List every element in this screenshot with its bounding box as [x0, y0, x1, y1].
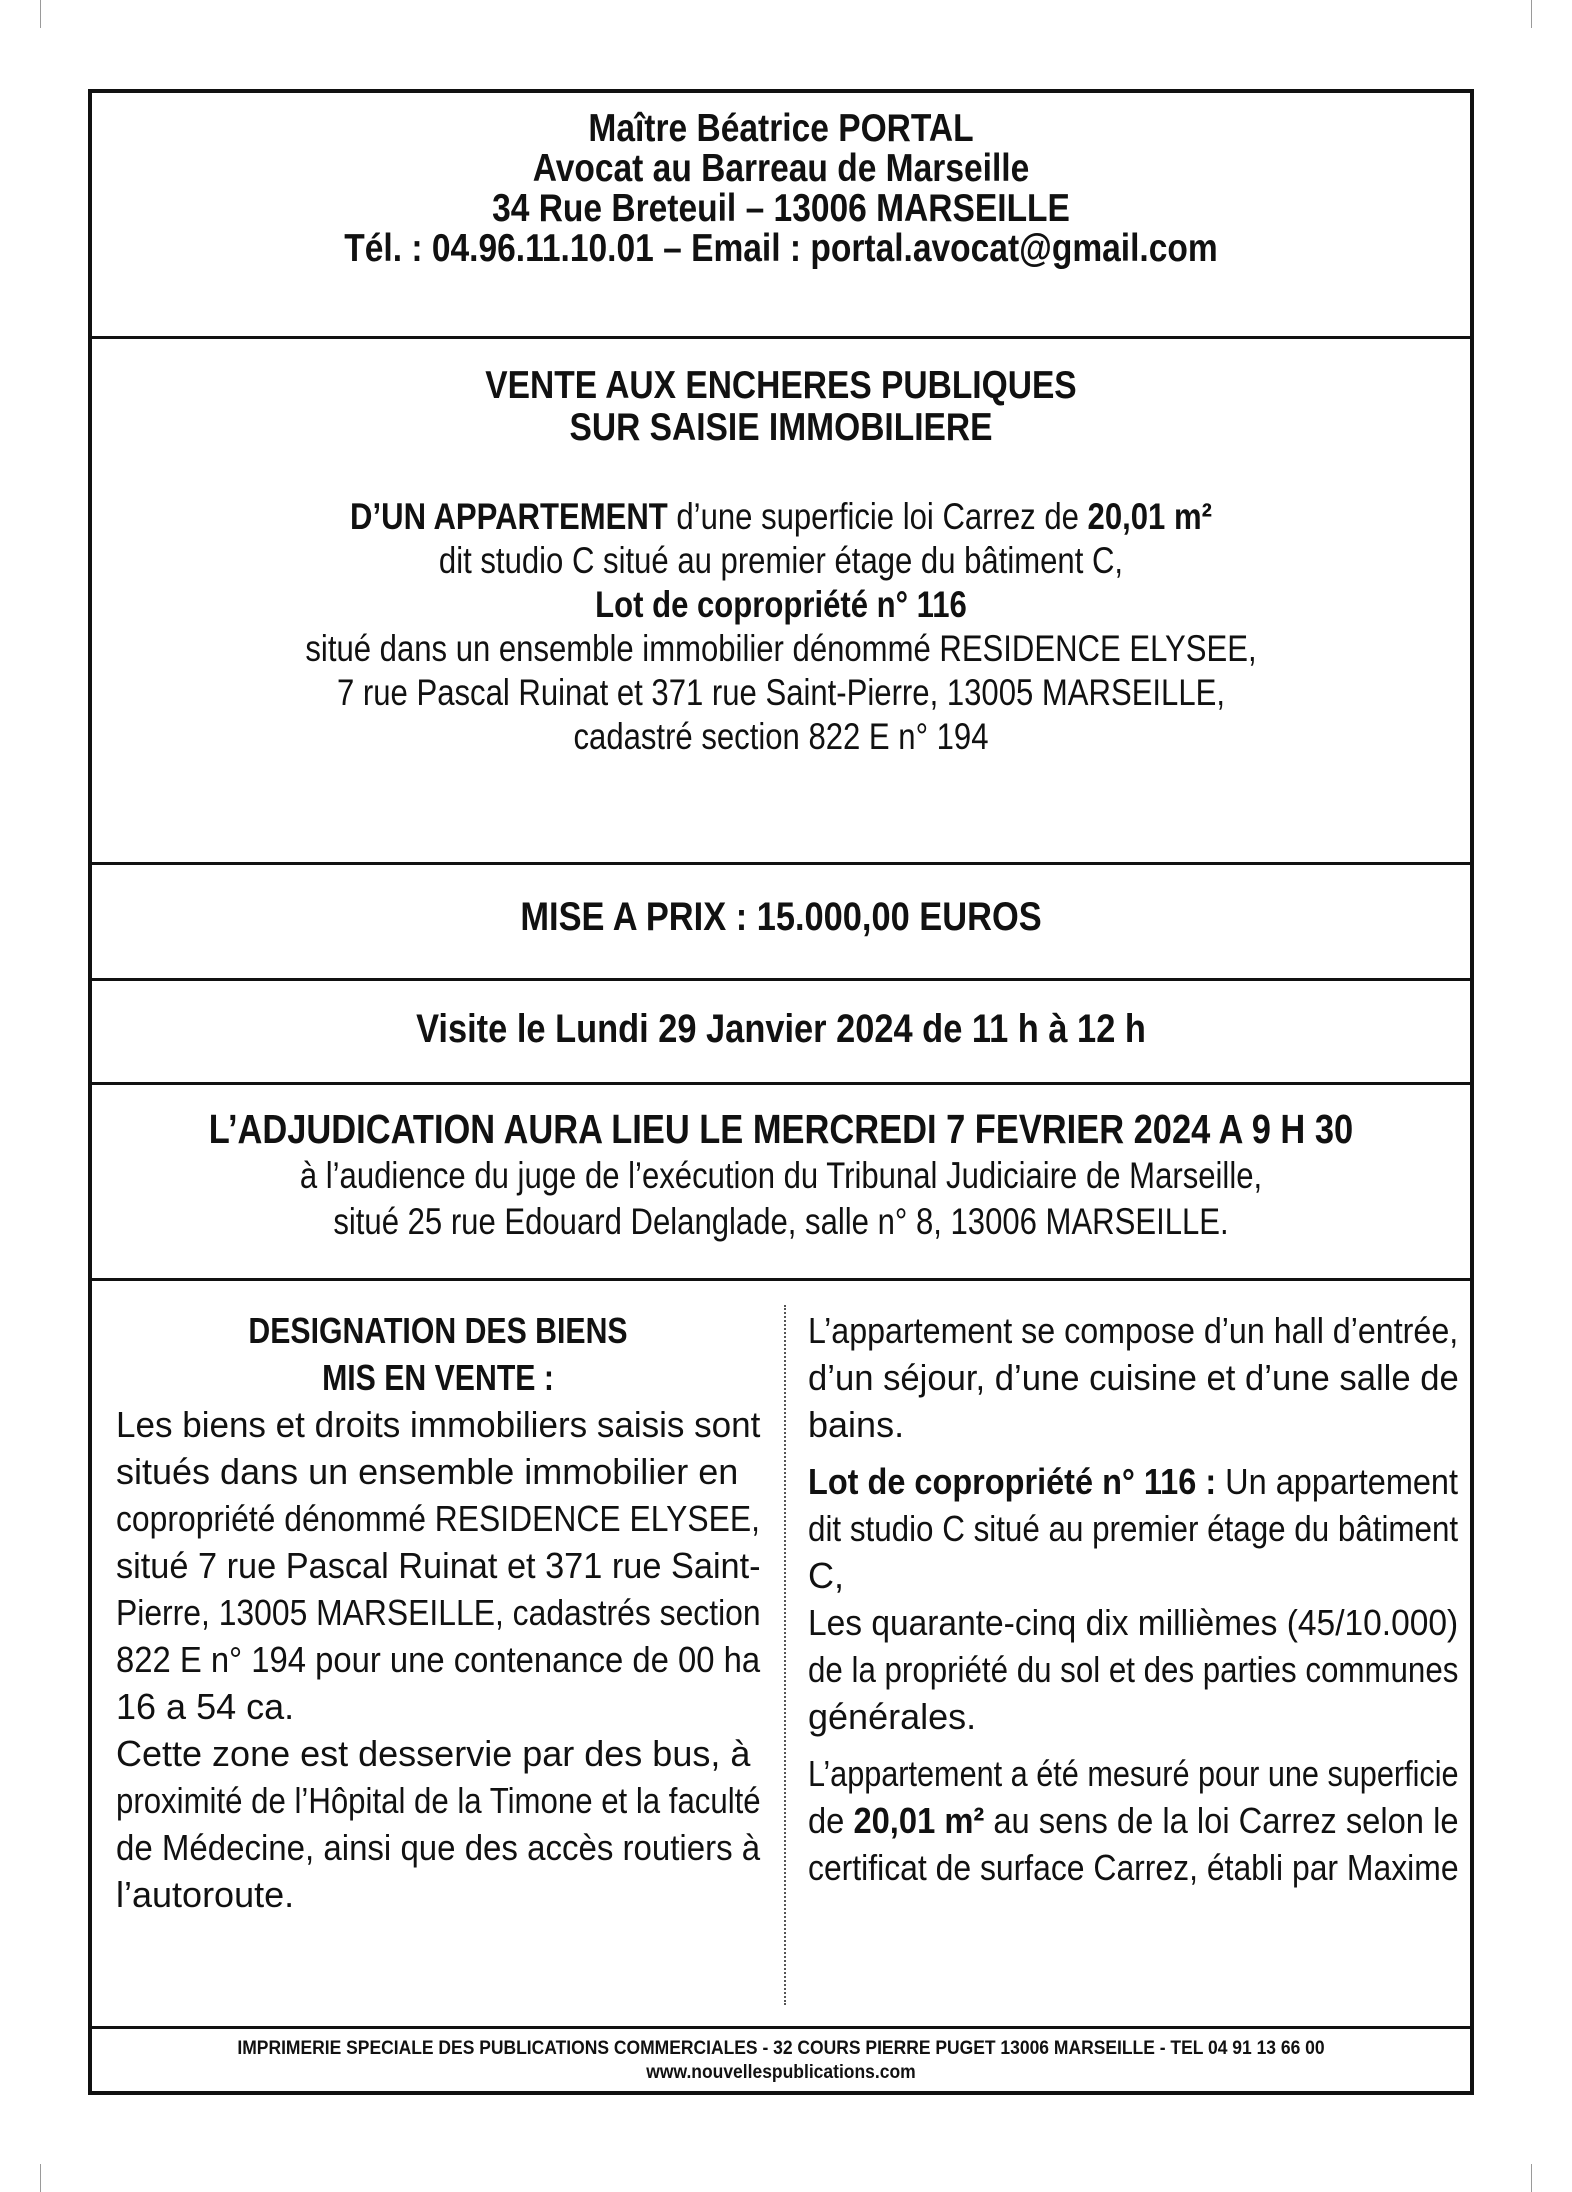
printer-footer — [92, 2029, 1470, 2095]
area-suffix: au sens de la loi Carrez selon le — [984, 1800, 1459, 1841]
lawyer-contact: Tél. : 04.96.11.10.01 – Email : portal.avocat@gmail.com — [344, 227, 1218, 270]
right-line: bains. — [808, 1404, 905, 1445]
price-text: MISE A PRIX : 15.000,00 EUROS — [520, 895, 1042, 939]
crop-mark-bottom-left — [40, 2164, 41, 2192]
visit-info — [92, 981, 1470, 1085]
adjudication-line-1: à l’audience du juge de l’exécution du Tribunal Judiciaire de Marseille, — [299, 1155, 1263, 1196]
adjudication-title: L’ADJUDICATION AURA LIEU LE MERCREDI 7 FEVRIER 2024 A 9 H 30 — [208, 1106, 1354, 1152]
right-area-line — [808, 1797, 1459, 1844]
crop-mark-top-left — [40, 0, 41, 28]
sale-line-2: dit studio C situé au premier étage du bâtiment C, — [438, 540, 1124, 581]
sale-line-5: 7 rue Pascal Ruinat et 371 rue Saint-Pierre, 13005 MARSEILLE, — [336, 672, 1225, 713]
lot-area: 20,01 m² — [1087, 496, 1212, 537]
left-line: l’autoroute. — [116, 1874, 295, 1915]
lot-type: D’UN APPARTEMENT — [350, 496, 668, 537]
printer-website: www.nouvellespublications.com — [646, 2062, 916, 2083]
right-line: Les quarante-cinq dix millièmes (45/10.000) — [808, 1602, 1459, 1643]
right-line: dit studio C situé au premier étage du bâtiment — [808, 1508, 1459, 1549]
right-column — [808, 1307, 1458, 1891]
sale-description — [92, 339, 1470, 865]
lawyer-header — [92, 93, 1470, 339]
crop-mark-bottom-right — [1531, 2164, 1532, 2192]
legal-notice-frame — [88, 89, 1474, 2095]
printer-info: IMPRIMERIE SPECIALE DES PUBLICATIONS COMMERCIALES - 32 COURS PIERRE PUGET 13006 MARSEILLE - TEL 04 91 13 66 00 — [237, 2038, 1325, 2059]
right-line: d’un séjour, d’une cuisine et d’une salle de — [808, 1357, 1459, 1398]
left-line: situé 7 rue Pascal Ruinat et 371 rue Saint- — [116, 1545, 761, 1586]
sale-lot-line — [202, 495, 1360, 539]
sale-title-line-1: VENTE AUX ENCHERES PUBLIQUES — [485, 364, 1077, 407]
sale-title-line-2: SUR SAISIE IMMOBILIERE — [569, 406, 993, 449]
area-value: 20,01 m² — [853, 1800, 985, 1841]
left-line: de Médecine, ainsi que des accès routiers à — [116, 1827, 761, 1868]
lot-rest: Un appartement — [1216, 1461, 1459, 1502]
right-line: de la propriété du sol et des parties communes — [808, 1649, 1459, 1690]
property-designation — [92, 1281, 1470, 2029]
lot-text: d’une superficie loi Carrez de — [667, 496, 1088, 537]
crop-mark-top-right — [1531, 0, 1532, 28]
left-line: Les biens et droits immobiliers saisis sont — [116, 1404, 761, 1445]
lawyer-name: Maître Béatrice PORTAL — [588, 107, 974, 150]
left-line: proximité de l’Hôpital de la Timone et la faculté — [116, 1780, 761, 1821]
right-line: certificat de surface Carrez, établi par Maxime — [808, 1847, 1459, 1888]
designation-heading-1: DESIGNATION DES BIENS — [248, 1310, 628, 1351]
lawyer-address: 34 Rue Breteuil – 13006 MARSEILLE — [492, 187, 1070, 230]
area-prefix: de — [808, 1800, 854, 1841]
adjudication-info — [92, 1085, 1470, 1281]
sale-line-4: situé dans un ensemble immobilier dénommé RESIDENCE ELYSEE, — [305, 628, 1257, 669]
left-line: Cette zone est desservie par des bus, à — [116, 1733, 751, 1774]
lawyer-role: Avocat au Barreau de Marseille — [532, 147, 1030, 190]
adjudication-line-2: situé 25 rue Edouard Delanglade, salle n° 8, 13006 MARSEILLE. — [333, 1201, 1229, 1242]
visit-text: Visite le Lundi 29 Janvier 2024 de 11 h à 12 h — [416, 1007, 1146, 1051]
column-divider — [784, 1305, 786, 2005]
lot-label: Lot de copropriété n° 116 : — [808, 1461, 1217, 1502]
right-line: L’appartement a été mesuré pour une superficie — [808, 1753, 1459, 1794]
right-lot-line — [808, 1458, 1459, 1505]
right-line: C, — [808, 1555, 844, 1596]
left-line: copropriété dénommé RESIDENCE ELYSEE, — [116, 1498, 760, 1539]
sale-lot-number: Lot de copropriété n° 116 — [595, 584, 967, 625]
left-line: situés dans un ensemble immobilier en — [116, 1451, 739, 1492]
left-line: Pierre, 13005 MARSEILLE, cadastrés section — [116, 1592, 761, 1633]
designation-heading-2: MIS EN VENTE : — [322, 1357, 554, 1398]
reserve-price — [92, 865, 1470, 981]
sale-line-6: cadastré section 822 E n° 194 — [573, 716, 989, 757]
left-column — [116, 1307, 760, 1918]
right-line: générales. — [808, 1696, 977, 1737]
left-line: 16 a 54 ca. — [116, 1686, 295, 1727]
left-line: 822 E n° 194 pour une contenance de 00 ha — [116, 1639, 761, 1680]
right-line: L’appartement se compose d’un hall d’entrée, — [808, 1310, 1459, 1351]
